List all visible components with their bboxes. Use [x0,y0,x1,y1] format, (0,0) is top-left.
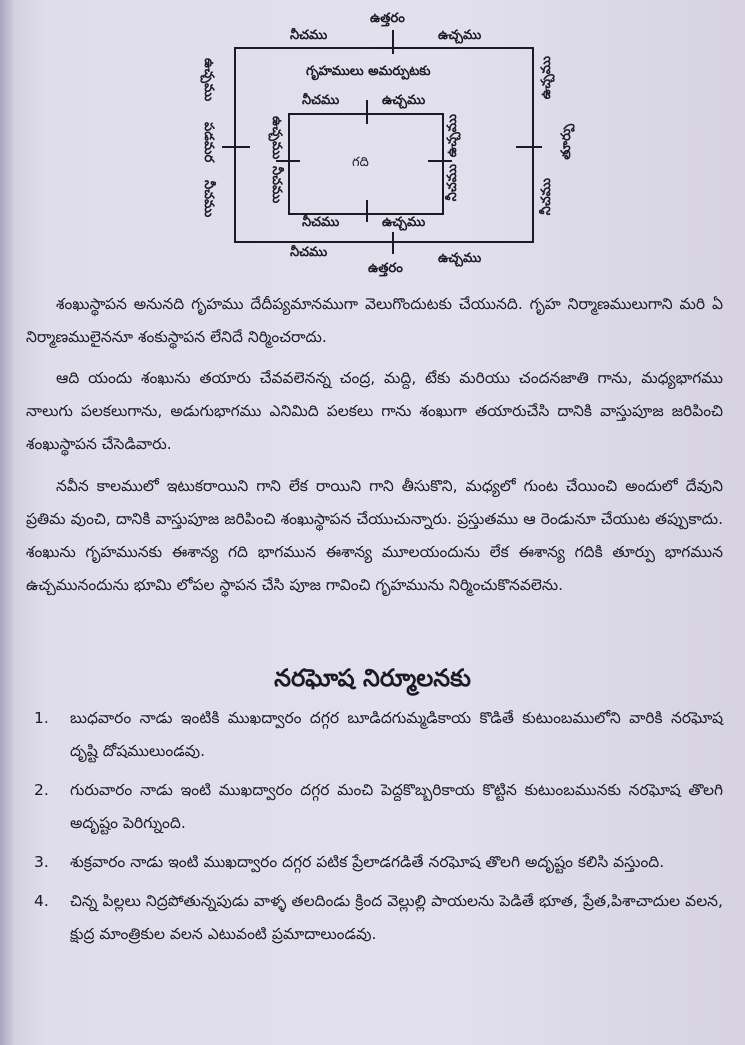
outer-bottom-center-label: ఉత్తరం [368,261,403,276]
outer-left-bottom-label: నీచము [201,180,216,218]
outer-bottom-tick [392,232,394,254]
inner-bottom-right-label: ఉచ్చము [382,215,426,230]
remedy-list [26,702,723,957]
list-item [26,702,723,768]
inner-right-bottom-label: నీచము [445,164,460,202]
outer-top-center-label: ఉత్తరం [370,11,405,26]
list-text: చిన్న పిల్లలు నిద్రపోతున్నపుడు వాళ్ళ తలదిండు క్రింద వెల్లుల్లి పాయలను పెడితే భూత, ప్రేత,పిశాచాదుల వలన, క్షుద్ర మాంత్రికుల వలన ఎటువంటి ప్రమాదాలుండవు. [70,892,723,943]
inner-left-tick [276,160,300,162]
room-center-label: గది [352,155,369,170]
inner-top-right-label: ఉచ్చము [382,93,426,108]
inner-right-top-label: ఉచ్చము [445,114,460,158]
outer-bottom-left-label: నీచము [290,245,328,260]
list-text: గురువారం నాడు ఇంటి ముఖద్వారం దగ్గర మంచి పెద్దకొబ్బరికాయ కొట్టిన కుటుంబమునకు నరఘోష తొలగి అదృష్టం పెరిగ్నుంది. [70,781,723,832]
inner-top-tick [366,100,368,124]
list-item [26,846,723,879]
list-text: శుక్రవారం నాడు ఇంటి ముఖద్వారం దగ్గర పటిక ప్రేలాడగడితే నరఘోష తొలగి అదృష్టం కలిసి వస్తుంది. [70,853,665,871]
outer-bottom-right-label: ఉచ్చము [438,251,482,266]
outer-right-tick [516,146,542,148]
list-text: బుధవారం నాడు ఇంటికి ముఖద్వారం దగ్గర బూడిదగుమ్మడికాయ కొడితే కుటుంబములోని వారికి నరఘోష దృష్టి దోషములుండవు. [70,709,723,760]
outer-top-tick [392,30,394,54]
outer-left-top-label: ఉచ్చము [201,58,216,102]
list-number: 4. [34,892,49,910]
paragraph-2: ఆది యందు శంఖును తయారు చేవవలెనన్న చంద్ర, మద్ది, టేకు మరియు చందనజాతి గాను, మధ్యభాగము నాలుగు పలకలుగాను, అడుగుభాగము ఎనిమిది పలకలు గాను శంఖుగా తయారుచేసి దానికి వాస్తుపూజ జరిపించి శంఖుస్థాపన చేసెడివారు. [26,369,723,453]
list-item [26,774,723,840]
list-number: 1. [34,709,49,727]
inner-left-bottom-label: నీచము [269,166,284,204]
inner-top-left-label: నీచము [302,93,340,108]
outer-top-right-label: ఉచ్చము [438,28,482,43]
outer-right-bottom-label: నీచము [539,178,554,216]
inner-right-tick [428,160,452,162]
list-number: 2. [34,781,49,799]
list-number: 3. [34,853,49,871]
outer-right-top-label: ఉచ్చము [539,56,554,100]
rooms-label: గృహములు అమర్పుటకు [306,64,431,79]
inner-bottom-left-label: నీచము [302,215,340,230]
outer-top-left-label: నీచము [290,28,328,43]
inner-left-top-label: ఉచ్చము [269,116,284,160]
section-heading: నరఘోష నిర్మూలనకు [274,664,471,692]
outer-left-middle-label: పడమర [201,122,216,163]
paragraph-3: నవీన కాలములో ఇటుకరాయిని గాని లేక రాయిని గాని తీసుకొని, మధ్యలో గుంట చేయించి అందులో దేవుని ప్రతిమ వుంచి, దానికి వాస్తుపూజ జరిపించి శంఖుస్థాపన చేయుచున్నారు. ప్రస్తుతము ఆ రెండునూ చేయుట తప్పుకాదు. శంఖును గృహమునకు ఈశాన్య గది భాగమున ఈశాన్య మూలయందును లేక ఈశాన్య గదికి తూర్పు భాగమున ఉచ్చమునందును భూమి లోపల స్థాపన చేసి పూజ గావించి గృహమును నిర్మించుకొనవలెను. [26,477,723,594]
vastu-diagram [0,0,745,280]
outer-right-middle-label: తూర్పు [559,124,574,160]
outer-left-tick [222,146,250,148]
paragraph-1: శంఖుస్థాపన అనునది గృహము దేదీప్యమానముగా వెలుగొందుటకు చేయునది. గృహ నిర్మాణములుగాని మరి ఏ నిర్మాణములైననూ శంకుస్థాపన లేనిదే నిర్మించరాదు. [26,295,723,346]
list-item [26,885,723,951]
inner-bottom-tick [366,200,368,222]
